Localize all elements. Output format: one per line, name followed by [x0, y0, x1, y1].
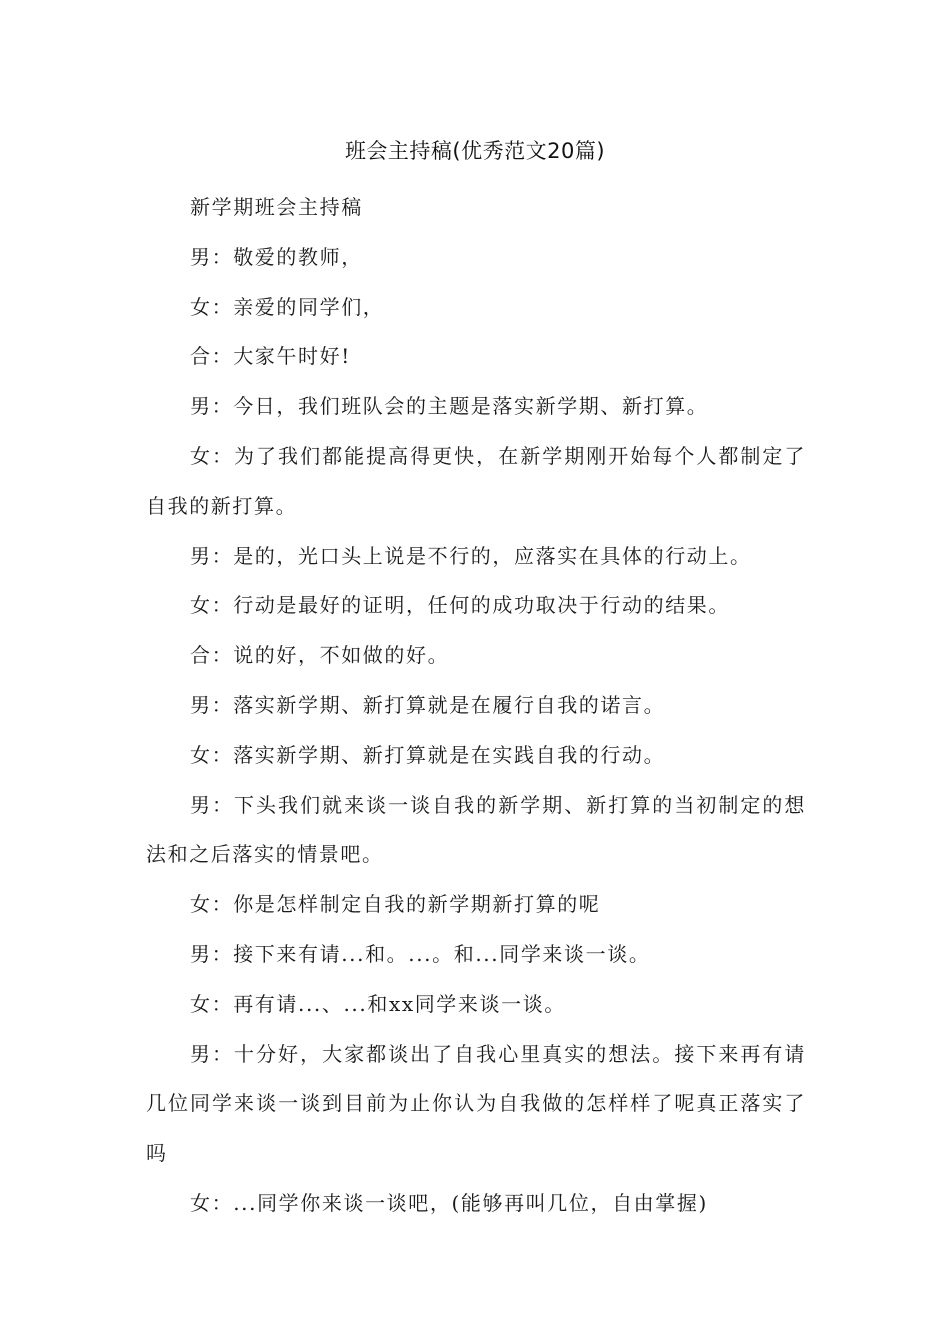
paragraph: 男：下头我们就来谈一谈自我的新学期、新打算的当初制定的想法和之后落实的情景吧。 — [146, 792, 806, 867]
paragraph: 女：为了我们都能提高得更快，在新学期刚开始每个人都制定了自我的新打算。 — [146, 443, 806, 518]
paragraph: 男：十分好，大家都谈出了自我心里真实的想法。接下来再有请几位同学来谈一谈到目前为止你认为自我做的怎样样了呢真正落实了吗 — [146, 1041, 806, 1166]
paragraph: 女：你是怎样制定自我的新学期新打算的呢 — [190, 892, 601, 917]
document-body — [146, 183, 806, 1229]
paragraph-heading: 新学期班会主持稿 — [190, 195, 363, 219]
paragraph: 男：敬爱的教师， — [190, 244, 363, 269]
paragraph: 女：再有请...、...和xx同学来谈一谈。 — [190, 991, 566, 1016]
paragraph: 男：是的，光口头上说是不行的，应落实在具体的行动上。 — [190, 543, 752, 568]
paragraph: 女：行动是最好的证明，任何的成功取决于行动的结果。 — [190, 593, 730, 618]
paragraph: 女：落实新学期、新打算就是在实践自我的行动。 — [190, 742, 666, 767]
paragraph: 合：说的好，不如做的好。 — [190, 643, 450, 668]
paragraph: 男：今日，我们班队会的主题是落实新学期、新打算。 — [190, 394, 709, 419]
paragraph: 男：接下来有请...和。...。和...同学来谈一谈。 — [190, 941, 651, 966]
paragraph: 女：...同学你来谈一谈吧，(能够再叫几位，自由掌握) — [190, 1190, 708, 1215]
paragraph: 男：落实新学期、新打算就是在履行自我的诺言。 — [190, 692, 666, 717]
paragraph: 女：亲爱的同学们， — [190, 294, 385, 319]
paragraph: 合：大家午时好! — [190, 344, 351, 369]
document-title: 班会主持稿(优秀范文20篇) — [344, 139, 606, 163]
